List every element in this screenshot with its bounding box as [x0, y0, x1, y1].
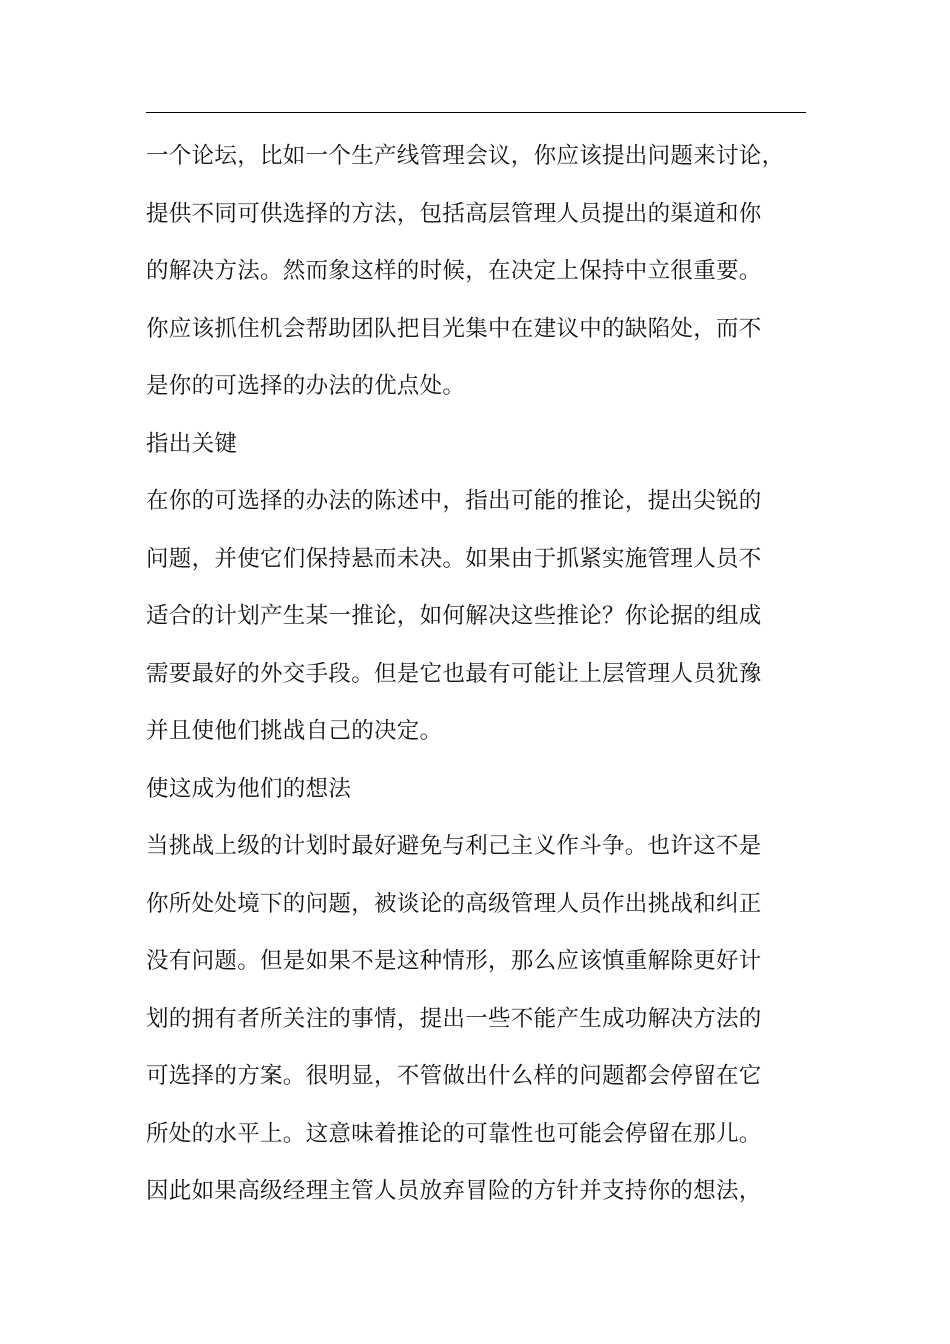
text-line: 需要最好的外交手段。但是它也最有可能让上层管理人员犹豫: [146, 660, 762, 687]
text-line: 在你的可选择的办法的陈述中，指出可能的推论，提出尖锐的: [146, 488, 762, 514]
text-line: 的解决方法。然而象这样的时候，在决定上保持中立很重要。: [146, 258, 762, 284]
text-line: 你应该抓住机会帮助团队把目光集中在建议中的缺陷处，而不: [146, 315, 762, 342]
text-line: 没有问题。但是如果不是这种情形，那么应该慎重解除更好计: [146, 948, 762, 974]
text-line: 可选择的方案。很明显，不管做出什么样的问题都会停留在它: [146, 1063, 762, 1089]
section-heading: 指出关键: [146, 430, 238, 457]
section-heading: 使这成为他们的想法: [146, 775, 352, 802]
text-line: 当挑战上级的计划时最好避免与利己主义作斗争。也许这不是: [146, 833, 762, 859]
text-line: 提供不同可供选择的方法，包括高层管理人员提出的渠道和你: [146, 200, 762, 227]
text-line: 并且使他们挑战自己的决定。: [146, 718, 443, 744]
text-line: 所处的水平上。这意味着推论的可靠性也可能会停留在那儿。: [146, 1120, 762, 1147]
text-line: 你所处处境下的问题，被谈论的高级管理人员作出挑战和纠正: [146, 890, 762, 917]
text-line: 因此如果高级经理主管人员放弃冒险的方针并支持你的想法，: [146, 1178, 762, 1204]
header-rule: [146, 112, 806, 113]
text-line: 适合的计划产生某一推论，如何解决这些推论？你论据的组成: [146, 603, 762, 629]
text-line: 一个论坛，比如一个生产线管理会议，你应该提出问题来讨论，: [146, 143, 785, 169]
text-line: 划的拥有者所关注的事情，提出一些不能产生成功解决方法的: [146, 1005, 762, 1032]
text-line: 问题，并使它们保持悬而未决。如果由于抓紧实施管理人员不: [146, 545, 762, 572]
body-text: [146, 128, 826, 1221]
text-line: 是你的可选择的办法的优点处。: [146, 373, 466, 399]
